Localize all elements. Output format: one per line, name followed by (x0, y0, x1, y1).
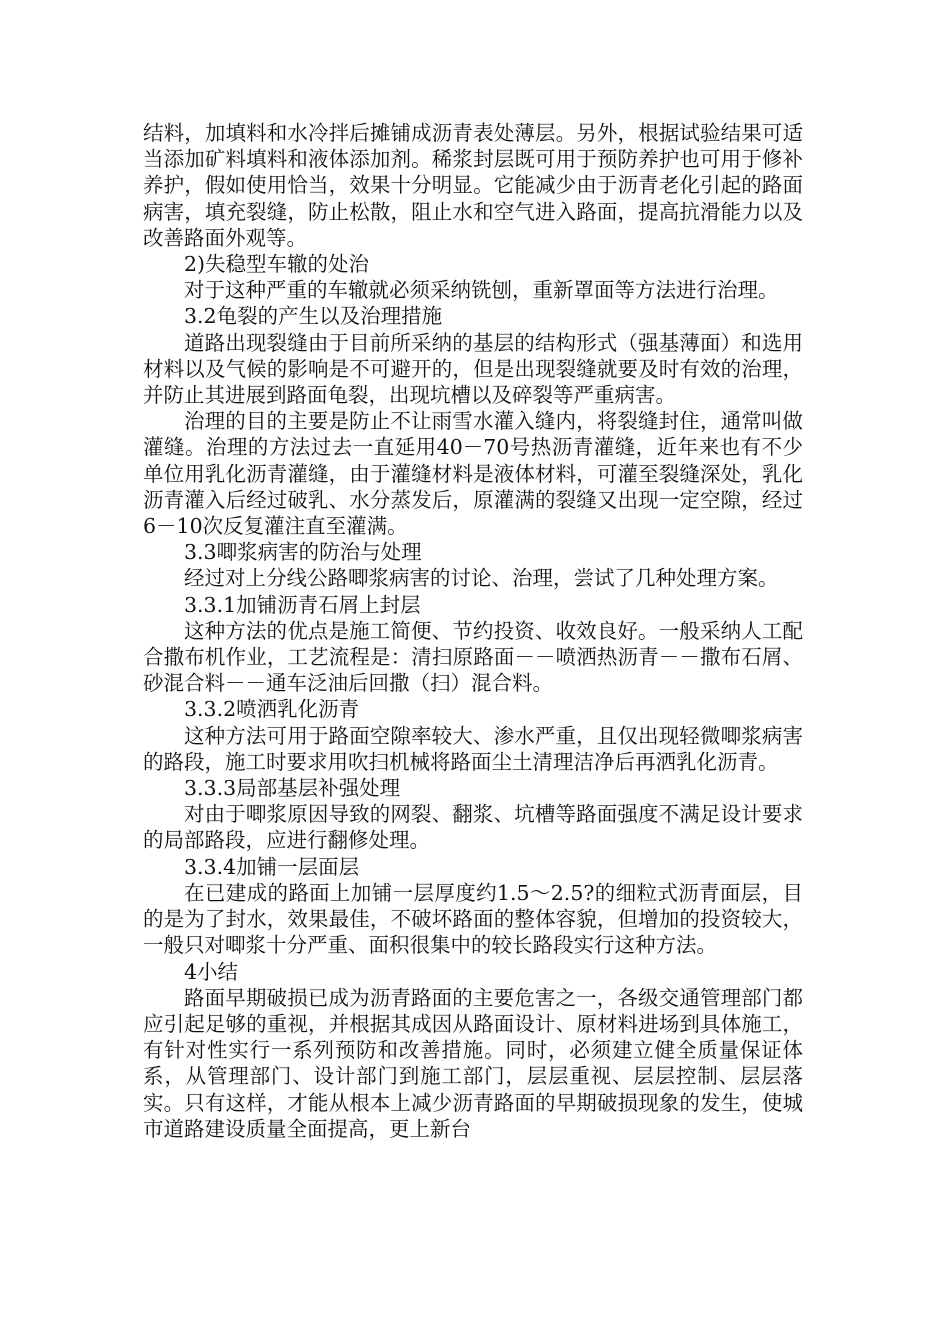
section-heading-3-3-2: 3.3.2喷洒乳化沥青 (184, 697, 360, 722)
subheading-rutting-treatment: 2)失稳型车辙的处治 (184, 252, 370, 277)
section-heading-3-3-4: 3.3.4加铺一层面层 (184, 854, 360, 879)
section-heading-3-2: 3.2龟裂的产生以及治理措施 (184, 304, 443, 329)
paragraph: 对由于唧浆原因导致的网裂、翻浆、坑槽等路面强度不满足设计要求的局部路段，应进行翻修处理。 (143, 802, 803, 853)
section-heading-4: 4小结 (184, 959, 239, 984)
paragraph-continuation: 结料，加填料和水冷拌后摊铺成沥青表处薄层。另外，根据试验结果可适当添加矿料填料和液体添加剂。稀浆封层既可用于预防养护也可用于修补养护，假如使用恰当，效果十分明显。它能减少由于沥青老化引起的路面病害，填充裂缝，防止松散，阻止水和空气进入路面，提高抗滑能力以及改善路面外观等。 (143, 121, 803, 250)
paragraph: 这种方法的优点是施工简便、节约投资、收效良好。一般采纳人工配合撒布机作业，工艺流程是：清扫原路面－－喷洒热沥青－－撒布石屑、砂混合料－－通车泛油后回撒（扫）混合料。 (143, 618, 803, 696)
paragraph: 这种方法可用于路面空隙率较大、渗水严重，且仅出现轻微唧浆病害的路段，施工时要求用吹扫机械将路面尘土清理洁净后再洒乳化沥青。 (143, 723, 803, 774)
section-heading-3-3: 3.3唧浆病害的防治与处理 (184, 540, 422, 565)
paragraph: 道路出现裂缝由于目前所采纳的基层的结构形式（强基薄面）和选用材料以及气候的影响是不可避开的，但是出现裂缝就要及时有效的治理，并防止其进展到路面龟裂，出现坑槽以及碎裂等严重病害。 (143, 330, 803, 408)
paragraph: 在已建成的路面上加铺一层厚度约1.5～2.5?的细粒式沥青面层，目的是为了封水，效果最佳，不破坏路面的整体容貌，但增加的投资较大，一般只对唧浆十分严重、面积很集中的较长路段实行这种方法。 (143, 880, 803, 958)
paragraph: 经过对上分线公路唧浆病害的讨论、治理，尝试了几种处理方案。 (184, 566, 779, 591)
section-heading-3-3-1: 3.3.1加铺沥青石屑上封层 (184, 592, 421, 617)
paragraph-summary: 路面早期破损已成为沥青路面的主要危害之一，各级交通管理部门都应引起足够的重视，并根据其成因从路面设计、原材料进场到具体施工，有针对性实行一系列预防和改善措施。同时，必须建立健全质量保证体系，从管理部门、设计部门到施工部门，层层重视、层层控制、层层落实。只有这样，才能从根本上减少沥青路面的早期破损现象的发生，使城市道路建设质量全面提高，更上新台 (143, 985, 803, 1141)
paragraph: 治理的目的主要是防止不让雨雪水灌入缝内，将裂缝封住，通常叫做灌缝。治理的方法过去一直延用40－70号热沥青灌缝，近年来也有不少单位用乳化沥青灌缝，由于灌缝材料是液体材料，可灌至裂缝深处，乳化沥青灌入后经过破乳、水分蒸发后，原灌满的裂缝又出现一定空隙，经过6－10次反复灌注直至灌满。 (143, 409, 803, 539)
document-page (143, 120, 803, 1142)
paragraph: 对于这种严重的车辙就必须采纳铣刨，重新罩面等方法进行治理。 (184, 278, 779, 303)
section-heading-3-3-3: 3.3.3局部基层补强处理 (184, 776, 401, 801)
